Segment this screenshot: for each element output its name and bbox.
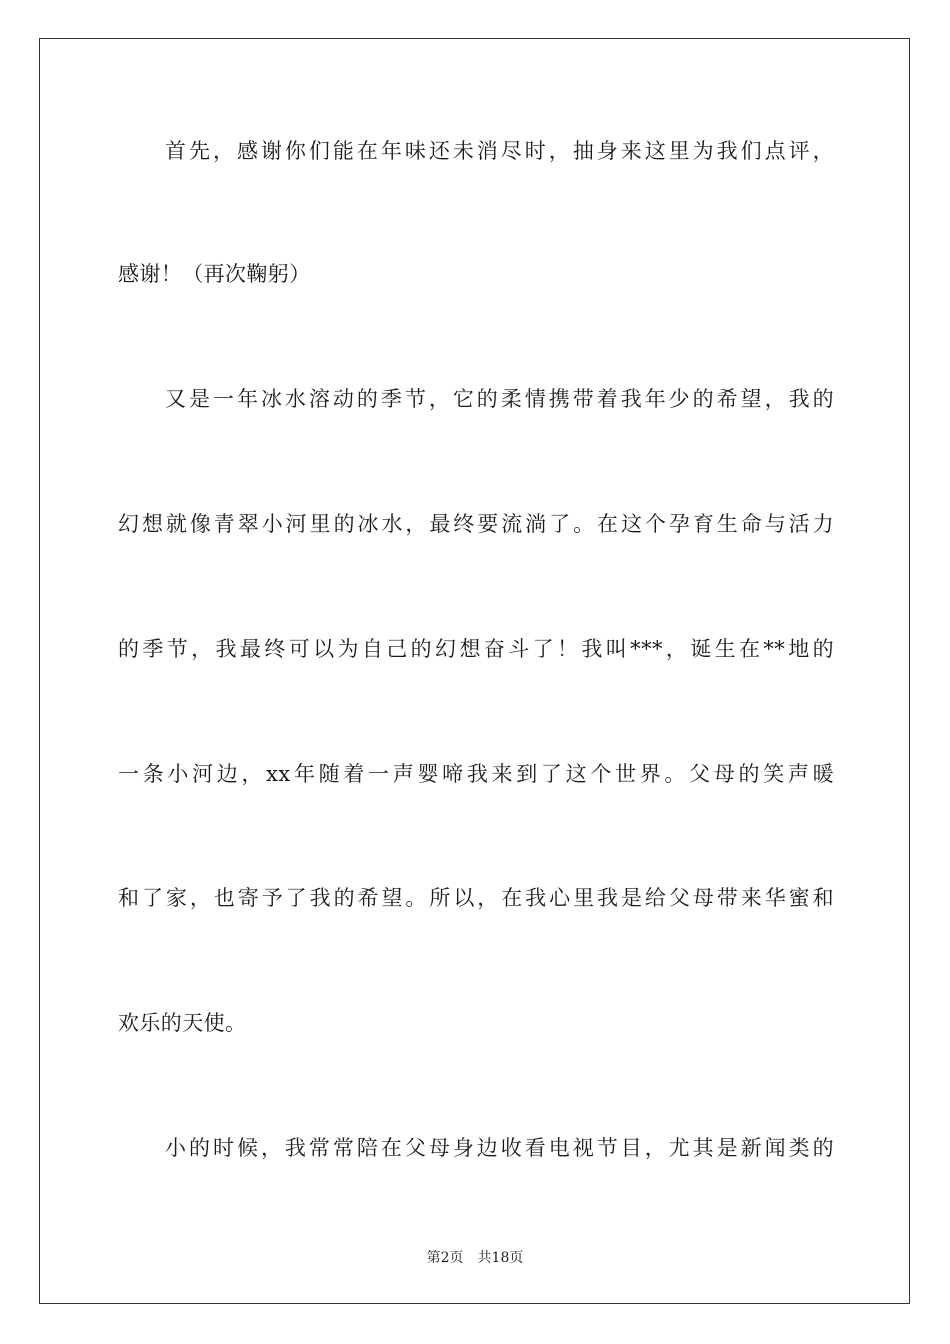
text-line-9: 小的时候，我常常陪在父母身边收看电视节目，尤其是新闻类的 [165,1136,834,1160]
text-line-2: 感谢！（再次鞠躬） [118,262,311,286]
page-total: 共18页 [477,1250,524,1266]
text-line-7: 和了家，也寄予了我的希望。所以，在我心里我是给父母带来华蜜和 [118,886,834,910]
text-line-5: 的季节，我最终可以为自己的幻想奋斗了！我叫***，诞生在**地的 [118,637,834,661]
text-line-3: 又是一年冰水溶动的季节，它的柔情携带着我年少的希望，我的 [165,387,834,411]
text-line-1: 首先，感谢你们能在年味还未消尽时，抽身来这里为我们点评， [165,139,834,163]
page-footer [0,1248,950,1268]
text-line-6: 一条小河边，xx年随着一声婴啼我来到了这个世界。父母的笑声暖 [118,762,834,786]
text-line-4: 幻想就像青翠小河里的冰水，最终要流淌了。在这个孕育生命与活力 [118,512,834,536]
text-line-8: 欢乐的天使。 [118,1011,247,1035]
page-number: 第2页 [426,1250,464,1266]
page-border [39,38,910,1304]
